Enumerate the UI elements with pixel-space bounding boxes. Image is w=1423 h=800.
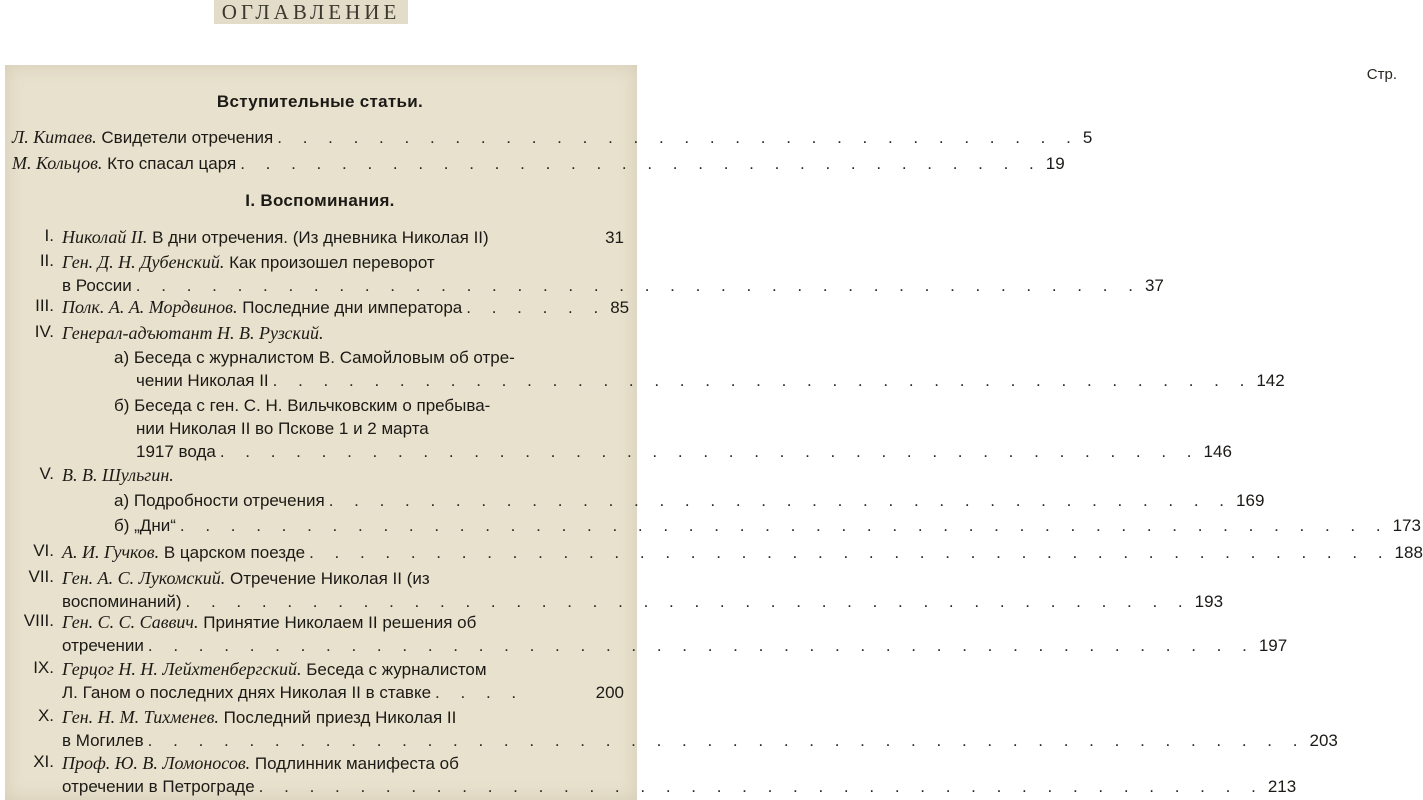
entry-author: В. В. Шульгин. bbox=[62, 465, 174, 485]
page-number: 169 bbox=[1236, 491, 1265, 510]
entry-title: Последние дни императора bbox=[242, 298, 463, 317]
entry-number: I. bbox=[44, 226, 54, 245]
toc-entry[interactable] bbox=[62, 567, 1224, 613]
entry-author: Генерал-адъютант Н. В. Рузский. bbox=[62, 323, 324, 343]
entry-title: Кто спасал царя bbox=[107, 154, 237, 173]
entry-title-continued: в России bbox=[62, 276, 132, 295]
entry-title: Беседа с ген. С. Н. Вильчковским о пребыва- bbox=[134, 396, 491, 415]
page-number: 5 bbox=[1082, 128, 1093, 147]
dot-leader: . . . . . . . . . . . . . . . . . . . . . . . . . . . . . . . . . . . . . . . . . . . . . . . . bbox=[179, 516, 1389, 535]
dot-leader: . . . . . . . . . . . . . . . . . . . . . . . . . . . . . . . . bbox=[277, 128, 1079, 147]
entry-title: Как произошел переворот bbox=[229, 253, 435, 272]
entry-author: Николай II. bbox=[62, 227, 148, 247]
entry-number: XI. bbox=[33, 752, 54, 771]
entry-title: Беседа с журналистом bbox=[306, 660, 487, 679]
dot-leader: . . . . . . . . . . . . . . . . . . . . . . . . . . . . . . . . . . . . . . . bbox=[272, 371, 1253, 390]
entry-author: А. И. Гучков. bbox=[62, 542, 160, 562]
entry-title-continued: отречении bbox=[62, 636, 144, 655]
entry-title: В царском поезде bbox=[163, 543, 306, 562]
dot-leader: . . . . bbox=[435, 683, 525, 702]
toc-entry[interactable] bbox=[62, 322, 624, 345]
entry-author: Ген. С. С. Саввич. bbox=[62, 612, 199, 632]
page-number: 37 bbox=[1144, 276, 1164, 295]
toc-entry[interactable] bbox=[62, 706, 1338, 752]
entry-title: Отречение Николая II (из bbox=[229, 569, 430, 588]
toc-entry[interactable] bbox=[12, 126, 1093, 149]
page-number: 142 bbox=[1256, 371, 1285, 390]
entry-author: Полк. А. А. Мордвинов. bbox=[62, 297, 238, 317]
page-number: 19 bbox=[1045, 154, 1065, 173]
entry-number: X. bbox=[37, 706, 54, 725]
page-title: ОГЛАВЛЕНИЕ bbox=[214, 0, 408, 24]
entry-title-continued: воспоминаний) bbox=[62, 592, 182, 611]
subentry-label: а) bbox=[114, 348, 130, 367]
dot-leader: . . . . . . . . . . . . . . . . . . . . . . . . . . . . . . . . bbox=[240, 154, 1042, 173]
dot-leader: . . . . . . . . . . . . . . . . . . . . . . . . . . . . . . . . . . . . . . . . . . . . . . bbox=[147, 731, 1306, 750]
entry-author: Проф. Ю. В. Ломоносов. bbox=[62, 753, 251, 773]
section-heading-intro: Вступительные статьи. bbox=[216, 92, 424, 111]
entry-author: Ген. Н. М. Тихменев. bbox=[62, 707, 219, 727]
toc-entry[interactable] bbox=[62, 226, 624, 249]
dot-leader: . . . . . . . . . . . . . . . . . . . . . . . . . . . . . . . . . . . . . . . . bbox=[185, 592, 1191, 611]
entry-title: „Дни“ bbox=[134, 516, 176, 535]
dot-leader: . . . . . . . . . . . . . . . . . . . . . . . . . . . . . . . . . . . . . . . . . . . bbox=[309, 543, 1391, 562]
toc-entry[interactable] bbox=[62, 296, 630, 319]
page-number: 197 bbox=[1258, 636, 1288, 655]
dot-leader: . . . . . . . . . . . . . . . . . . . . . . . . . . . . . . . . . . . . . . . . bbox=[258, 777, 1264, 796]
subentry-label: б) bbox=[114, 396, 130, 415]
dot-leader: . . . . . . . . . . . . . . . . . . . . . . . . . . . . . . . . . . . . bbox=[328, 491, 1233, 510]
entry-title: Беседа с журналистом В. Самойловым об отре- bbox=[133, 348, 515, 367]
entry-title-continued: отречении в Петрограде bbox=[62, 777, 255, 796]
section-heading-memoirs: I. Воспоминания. bbox=[245, 191, 395, 210]
dot-leader: . . . . . . . . . . . . . . . . . . . . . . . . . . . . . . . . . . . . . . . bbox=[219, 442, 1200, 461]
toc-entry[interactable] bbox=[62, 464, 624, 487]
page-number: 200 bbox=[595, 683, 624, 702]
toc-entry[interactable] bbox=[12, 152, 1065, 175]
page-number: 203 bbox=[1309, 731, 1338, 750]
entry-number: VII. bbox=[28, 567, 54, 586]
toc-subentry[interactable] bbox=[114, 489, 1265, 512]
toc-subentry[interactable] bbox=[114, 346, 1285, 392]
toc-subentry[interactable] bbox=[114, 514, 1421, 537]
entry-title-continued: Л. Ганом о последних днях Николая II в ставке bbox=[62, 683, 432, 702]
toc-subentry[interactable] bbox=[114, 394, 1232, 463]
entry-title-continued: чении Николая II bbox=[136, 371, 269, 390]
entry-author: Герцог Н. Н. Лейхтенбергский. bbox=[62, 659, 302, 679]
dot-leader: . . . . . . . . . . . . . . . . . . . . . . . . . . . . . . . . . . . . . . . . bbox=[135, 276, 1141, 295]
entry-author: Л. Китаев. bbox=[12, 127, 97, 147]
entry-title-continued: в Могилев bbox=[62, 731, 144, 750]
entry-title: Последний приезд Николая II bbox=[223, 708, 457, 727]
entry-number: VI. bbox=[33, 541, 54, 560]
entry-number: IV. bbox=[34, 322, 54, 341]
entry-number: V. bbox=[39, 464, 54, 483]
entry-number: IX. bbox=[33, 658, 54, 677]
toc-entry[interactable] bbox=[62, 752, 1297, 798]
page-number: 85 bbox=[610, 298, 630, 317]
entry-author: Ген. А. С. Лукомский. bbox=[62, 568, 226, 588]
entry-number: II. bbox=[39, 251, 54, 270]
dot-leader: . . . . . . bbox=[466, 298, 607, 317]
subentry-label: б) bbox=[114, 516, 130, 535]
entry-title-continued: 1917 вода bbox=[136, 442, 216, 461]
entry-title: Подробности отречения bbox=[133, 491, 325, 510]
entry-title: Принятие Николаем II решения об bbox=[203, 613, 477, 632]
subentry-label: а) bbox=[114, 491, 130, 510]
entry-title: Подлинник манифеста об bbox=[254, 754, 459, 773]
entry-title: Свидетели отречения bbox=[101, 128, 274, 147]
page-column-label: Стр. bbox=[1366, 66, 1397, 83]
toc-entry[interactable] bbox=[62, 251, 1164, 297]
entry-author: М. Кольцов. bbox=[12, 153, 103, 173]
page-number: 173 bbox=[1392, 516, 1421, 535]
entry-author: Ген. Д. Н. Дубенский. bbox=[62, 252, 225, 272]
toc-entry[interactable] bbox=[62, 658, 624, 704]
entry-title: В дни отречения. (Из дневника Николая II) bbox=[152, 228, 489, 247]
dot-leader: . . . . . . . . . . . . . . . . . . . . . . . . . . . . . . . . . . . . . . . . . . . . bbox=[147, 636, 1255, 655]
entry-number: III. bbox=[35, 296, 54, 315]
entry-number: VIII. bbox=[23, 611, 54, 630]
toc-entry[interactable] bbox=[62, 611, 1288, 657]
entry-title-continued: нии Николая II во Пскове 1 и 2 марта bbox=[136, 419, 429, 438]
page-number: 213 bbox=[1267, 777, 1297, 796]
page-number: 188 bbox=[1394, 543, 1423, 562]
page-number: 193 bbox=[1194, 592, 1224, 611]
page-number: 31 bbox=[605, 228, 624, 247]
page-number: 146 bbox=[1203, 442, 1232, 461]
toc-entry[interactable] bbox=[62, 541, 1423, 564]
